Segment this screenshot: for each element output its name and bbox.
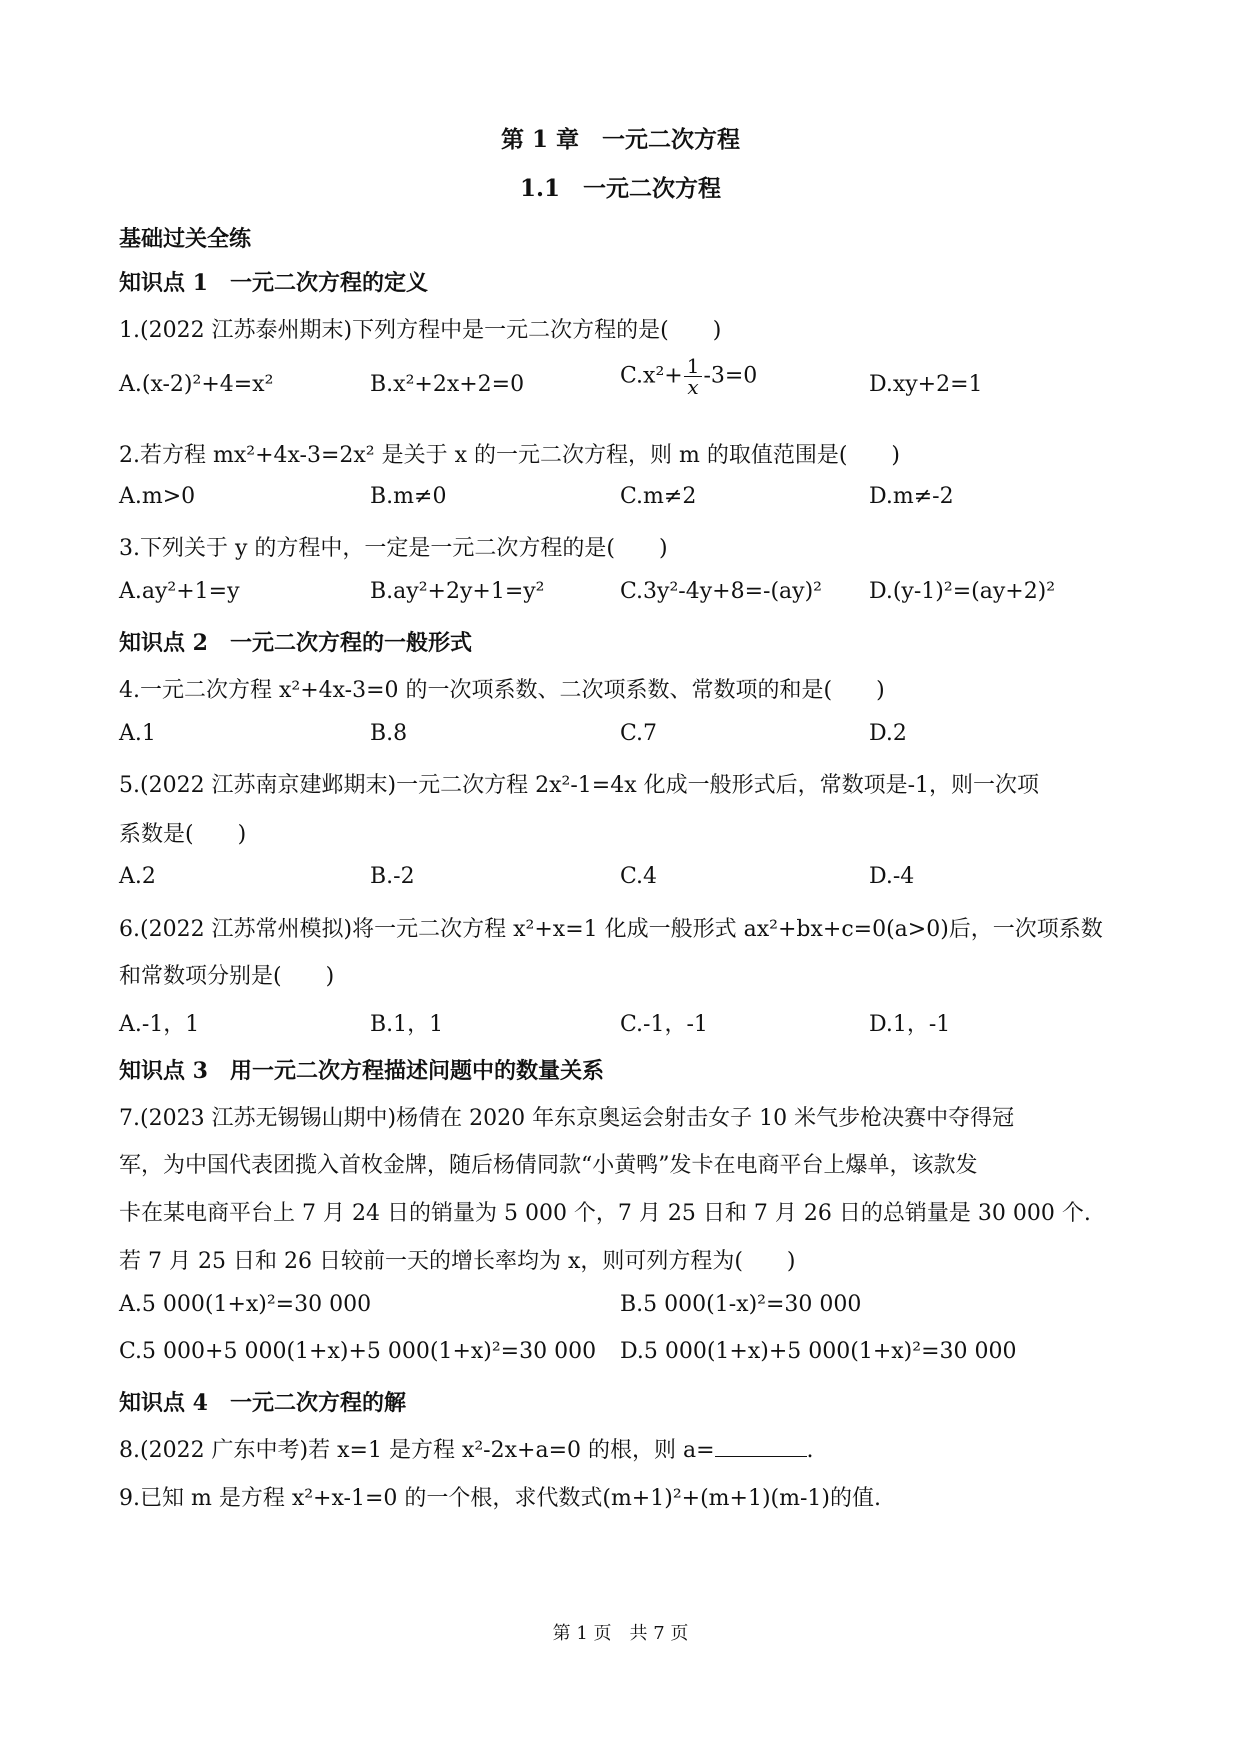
question-3-stem: 3.下列关于 y 的方程中，一定是一元二次方程的是( ) — [119, 536, 668, 561]
question-1-stem: 1.(2022 江苏泰州期末)下列方程中是一元二次方程的是( ) — [119, 318, 722, 343]
question-1-option-a: A.(x-2)²+4=x² — [119, 372, 274, 397]
fraction-denominator: x — [684, 376, 703, 397]
option-c-suffix: -3=0 — [703, 363, 758, 389]
question-7-stem-line-3: 卡在某电商平台上 7 月 24 日的销量为 5 000 个，7 月 25 日和 7 月 26 日的总销量是 30 000 个. — [119, 1201, 1091, 1226]
question-3-option-c: C.3y²-4y+8=-(ay)² — [620, 579, 822, 604]
question-6-option-a: A.-1，1 — [119, 1012, 200, 1037]
question-5-stem-line-1: 5.(2022 江苏南京建邺期末)一元二次方程 2x²-1=4x 化成一般形式后，常数项是-1，则一次项 — [119, 773, 1040, 798]
question-6-stem-line-2: 和常数项分别是( ) — [119, 964, 335, 989]
answer-blank[interactable] — [715, 1438, 807, 1457]
knowledge-point-1-heading: 知识点 1 一元二次方程的定义 — [119, 270, 428, 296]
fraction-one-over-x — [684, 356, 703, 397]
question-7-option-a: A.5 000(1+x)²=30 000 — [119, 1292, 372, 1317]
question-8-stem — [119, 1433, 814, 1464]
question-5-option-a: A.2 — [119, 864, 156, 889]
question-1-option-d: D.xy+2=1 — [869, 372, 983, 397]
question-6-option-b: B.1，1 — [370, 1012, 444, 1037]
knowledge-point-3-heading: 知识点 3 用一元二次方程描述问题中的数量关系 — [119, 1058, 604, 1084]
knowledge-point-2-heading: 知识点 2 一元二次方程的一般形式 — [119, 630, 472, 656]
question-7-stem-line-1: 7.(2023 江苏无锡锡山期中)杨倩在 2020 年东京奥运会射击女子 10 米气步枪决赛中夺得冠 — [119, 1106, 1015, 1131]
question-3-option-d: D.(y-1)²=(ay+2)² — [869, 579, 1056, 604]
question-2-option-d: D.m≠-2 — [869, 484, 954, 509]
question-4-option-d: D.2 — [869, 721, 907, 746]
question-4-stem: 4.一元二次方程 x²+4x-3=0 的一次项系数、二次项系数、常数项的和是( ) — [119, 678, 885, 703]
question-3-option-a: A.ay²+1=y — [119, 579, 240, 604]
question-1-option-c — [620, 356, 757, 397]
question-7-option-d: D.5 000(1+x)+5 000(1+x)²=30 000 — [620, 1339, 1017, 1364]
question-2-option-c: C.m≠2 — [620, 484, 697, 509]
question-2-option-a: A.m>0 — [119, 484, 196, 509]
question-9-stem: 9.已知 m 是方程 x²+x-1=0 的一个根，求代数式(m+1)²+(m+1)(m-1)的值. — [119, 1486, 881, 1511]
question-5-stem-line-2: 系数是( ) — [119, 822, 247, 847]
question-1-option-b: B.x²+2x+2=0 — [370, 372, 525, 397]
practice-heading: 基础过关全练 — [119, 226, 252, 252]
question-8-text: 8.(2022 广东中考)若 x=1 是方程 x²-2x+a=0 的根，则 a= — [119, 1438, 715, 1463]
question-2-option-b: B.m≠0 — [370, 484, 447, 509]
question-7-stem-line-2: 军，为中国代表团揽入首枚金牌，随后杨倩同款“小黄鸭”发卡在电商平台上爆单，该款发 — [119, 1153, 978, 1178]
option-c-prefix: C.x²+ — [620, 363, 683, 389]
fraction-numerator: 1 — [686, 354, 700, 378]
section-title: 1.1 一元二次方程 — [519, 175, 721, 202]
question-4-option-c: C.7 — [620, 721, 658, 746]
question-6-option-c: C.-1，-1 — [620, 1012, 708, 1037]
question-7-option-b: B.5 000(1-x)²=30 000 — [620, 1292, 862, 1317]
question-7-option-c: C.5 000+5 000(1+x)+5 000(1+x)²=30 000 — [119, 1339, 597, 1364]
question-4-option-b: B.8 — [370, 721, 408, 746]
question-6-stem-line-1: 6.(2022 江苏常州模拟)将一元二次方程 x²+x=1 化成一般形式 ax²+bx+c=0(a>0)后，一次项系数 — [119, 917, 1103, 942]
question-5-option-d: D.-4 — [869, 864, 915, 889]
question-6-option-d: D.1，-1 — [869, 1012, 951, 1037]
question-5-option-c: C.4 — [620, 864, 658, 889]
question-5-option-b: B.-2 — [370, 864, 415, 889]
question-4-option-a: A.1 — [119, 721, 156, 746]
question-8-end: . — [806, 1438, 814, 1463]
knowledge-point-4-heading: 知识点 4 一元二次方程的解 — [119, 1390, 406, 1416]
question-3-option-b: B.ay²+2y+1=y² — [370, 579, 545, 604]
question-2-stem: 2.若方程 mx²+4x-3=2x² 是关于 x 的一元二次方程，则 m 的取值范围是( ) — [119, 443, 901, 468]
chapter-title: 第 1 章 一元二次方程 — [500, 126, 741, 153]
page-footer: 第 1 页 共 7 页 — [552, 1623, 689, 1644]
question-7-stem-line-4: 若 7 月 25 日和 26 日较前一天的增长率均为 x，则可列方程为( ) — [119, 1249, 796, 1274]
